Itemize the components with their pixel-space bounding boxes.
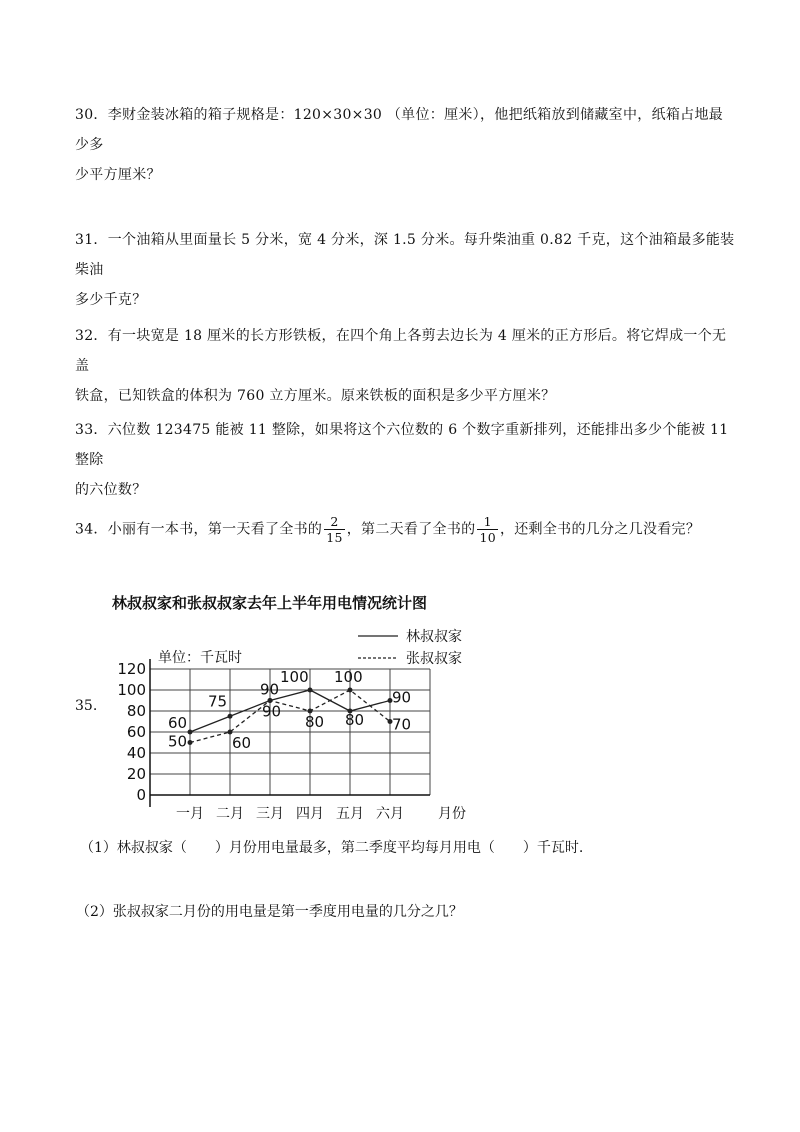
x-tick-label: 四月: [296, 806, 324, 822]
question-31-line1: 31．一个油箱从里面量长 5 分米，宽 4 分米，深 1.5 分米。每升柴油重 0.82 千克，这个油箱最多能装柴油: [75, 232, 735, 278]
question-35-number: 35.: [75, 698, 98, 714]
question-35-sub2: （2）张叔叔家二月份的用电量是第一季度用电量的几分之几？: [76, 904, 463, 920]
x-tick-label: 一月: [176, 806, 204, 822]
data-label: 80: [345, 711, 365, 729]
legend-label: 张叔叔家: [406, 651, 462, 667]
question-34-part1: 34．小丽有一本书，第一天看了全书的: [75, 521, 323, 538]
data-label: 50: [168, 732, 188, 751]
y-tick-label: 120: [117, 660, 146, 678]
data-label: 90: [262, 702, 282, 721]
fraction-2-15: [324, 514, 345, 545]
chart-svg: [100, 592, 500, 827]
data-label: 100: [280, 668, 309, 686]
data-label: 100: [334, 668, 363, 686]
unit-label: 单位：千瓦时: [158, 650, 242, 666]
x-tick-label: 三月: [256, 806, 284, 822]
fraction-1-denominator: 15: [326, 530, 343, 545]
x-tick-label: 六月: [376, 806, 404, 822]
data-label: 80: [305, 713, 325, 731]
question-34-part2: ，第二天看了全书的: [346, 521, 476, 538]
electricity-chart: [100, 592, 500, 827]
data-label: 90: [260, 680, 280, 699]
data-label: 60: [168, 714, 188, 732]
x-tick-label: 五月: [336, 806, 364, 822]
question-31-line2: 多少千克？: [75, 292, 147, 308]
question-30-line2: 少平方厘米？: [75, 167, 161, 183]
question-33-line1: 33．六位数 123475 能被 11 整除，如果将这个六位数的 6 个数字重新排列，还能排出多少个能被 11 整除: [75, 422, 729, 468]
question-34-part3: ，还剩全书的几分之几没看完？: [499, 521, 701, 538]
y-tick-label: 80: [126, 702, 146, 720]
y-tick-label: 0: [136, 786, 146, 804]
chart-title: 林叔叔家和张叔叔家去年上半年用电情况统计图: [112, 594, 428, 612]
x-tick-label: 二月: [216, 806, 244, 822]
data-point: [228, 714, 233, 719]
data-label: 75: [208, 692, 228, 711]
fraction-2-numerator: 1: [483, 514, 492, 529]
data-point: [348, 688, 353, 693]
question-30: [75, 100, 735, 190]
data-label: 70: [392, 715, 412, 734]
data-label: 90: [392, 688, 412, 707]
question-30-line1: 30．李财金装冰箱的箱子规格是：120×30×30 （单位：厘米），他把纸箱放到储藏室中，纸箱占地最少多: [75, 107, 724, 153]
fraction-1-10: [477, 514, 498, 545]
y-tick-label: 40: [126, 744, 146, 762]
question-32-line1: 32．有一块宽是 18 厘米的长方形铁板，在四个角上各剪去边长为 4 厘米的正方形后。将它焊成一个无盖: [75, 328, 727, 374]
question-33: [75, 415, 735, 505]
y-tick-label: 20: [126, 765, 146, 783]
data-point: [188, 730, 193, 735]
fraction-1-numerator: 2: [330, 514, 339, 529]
question-33-line2: 的六位数？: [75, 482, 147, 498]
x-axis-label: 月份: [438, 806, 466, 822]
legend-label: 林叔叔家: [406, 629, 462, 645]
data-label: 60: [232, 734, 252, 752]
fraction-2-denominator: 10: [479, 530, 496, 545]
question-32: [75, 321, 735, 411]
data-point: [188, 740, 193, 745]
question-32-line2: 铁盒，已知铁盒的体积为 760 立方厘米。原来铁板的面积是多少平方厘米？: [75, 388, 556, 404]
y-tick-label: 100: [117, 681, 146, 699]
question-34: [75, 514, 735, 545]
y-tick-label: 60: [126, 723, 146, 741]
data-point: [308, 688, 313, 693]
question-35-sub1: （1）林叔叔家（ ）月份用电量最多，第二季度平均每月用电（ ）千瓦时.: [80, 840, 584, 856]
question-31: [75, 225, 735, 315]
